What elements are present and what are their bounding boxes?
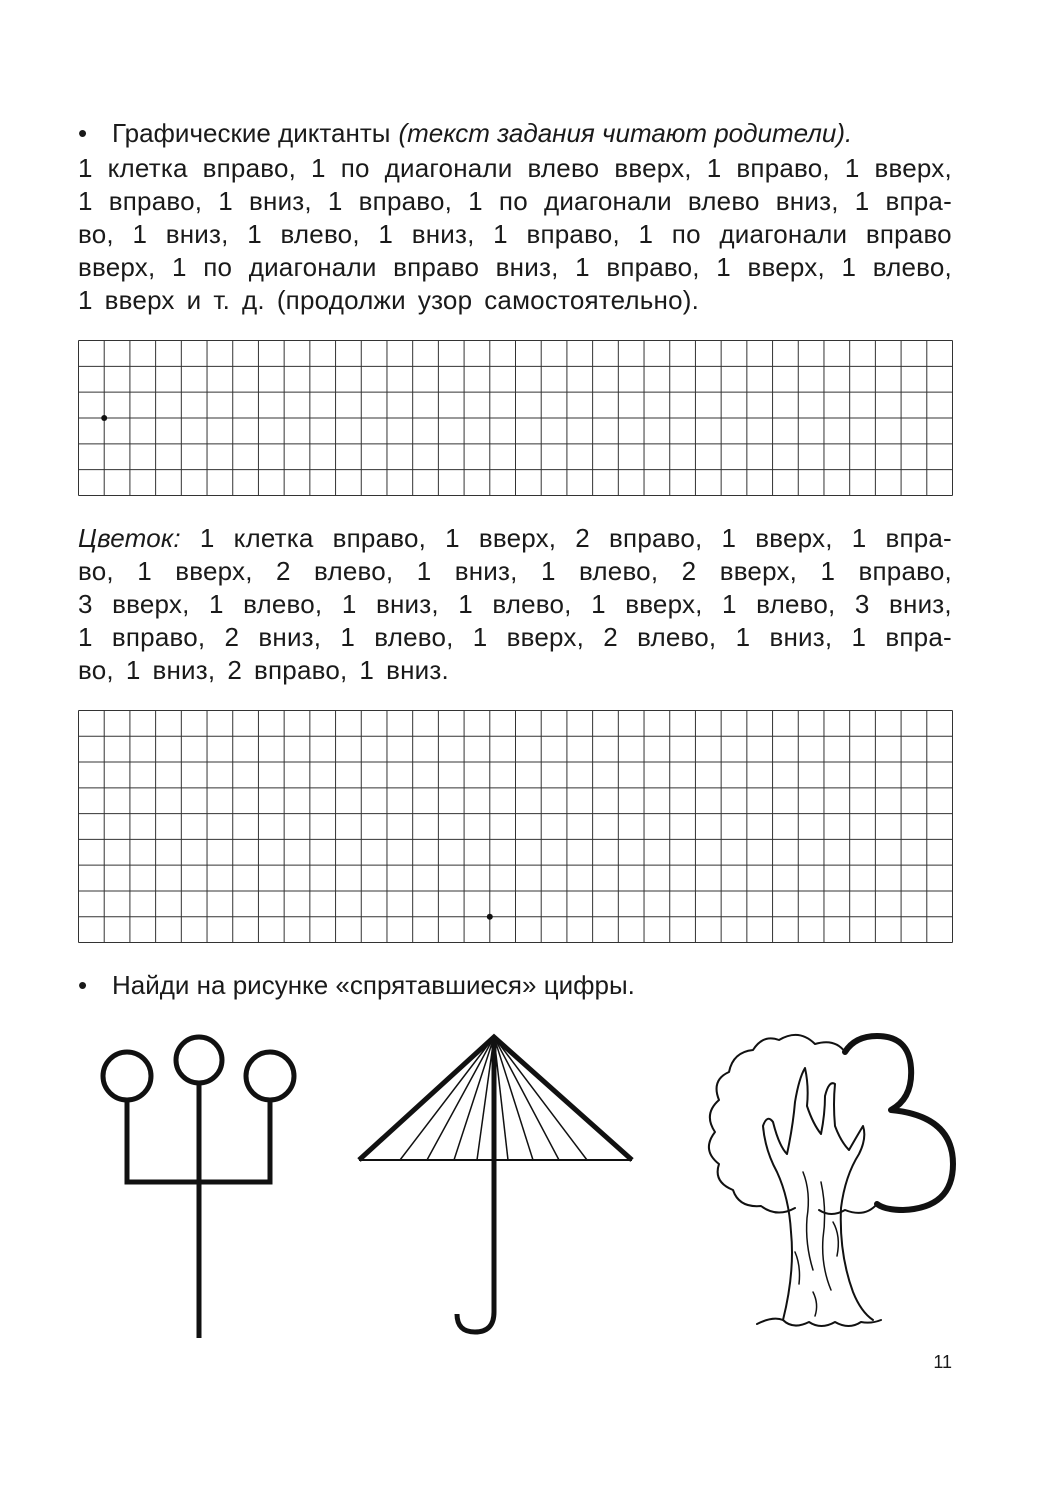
text-line <box>78 252 952 285</box>
word: 1 <box>472 622 488 652</box>
word: 2 <box>681 556 697 586</box>
word: во, <box>78 219 114 249</box>
word: вниз. <box>386 655 449 685</box>
word: 1 <box>340 622 356 652</box>
word: 1 <box>706 153 722 183</box>
word: 1 <box>468 186 483 216</box>
bullet-icon: • <box>78 118 88 148</box>
word: 2 <box>276 556 291 586</box>
word: 1 <box>458 589 473 619</box>
word: 1 <box>378 219 394 249</box>
word: и <box>186 285 202 315</box>
grid-2-svg <box>78 710 953 943</box>
text-line <box>78 219 952 252</box>
word: влево, <box>579 556 659 586</box>
word: вправо, <box>736 153 830 183</box>
word: узор <box>417 285 473 315</box>
bullet-icon: • <box>78 970 88 1000</box>
word: диагонали <box>543 186 672 216</box>
word: т. <box>213 285 231 315</box>
word: вверх, <box>719 556 798 586</box>
word: вниз, <box>454 556 518 586</box>
word: по <box>671 219 701 249</box>
word: вправо, <box>108 186 203 216</box>
word: 2 <box>224 622 240 652</box>
word: диагонали <box>384 153 513 183</box>
word: 1 <box>359 655 375 685</box>
word: вниз, <box>375 589 439 619</box>
word: д. <box>242 285 265 315</box>
word: впра- <box>885 186 952 216</box>
page-number: 11 <box>933 1352 952 1372</box>
word: 1 <box>591 589 606 619</box>
text-line <box>78 186 952 219</box>
word: (продолжи <box>276 285 406 315</box>
word: вправо <box>865 219 952 249</box>
word: диагонали <box>248 252 377 282</box>
word: 1 <box>341 589 357 619</box>
text-line <box>78 589 952 622</box>
word: влево, <box>243 589 323 619</box>
word: вниз, <box>889 589 952 619</box>
word: 1 <box>137 556 152 586</box>
start-point-dot <box>487 914 493 920</box>
word: вниз, <box>165 219 229 249</box>
word: диагонали <box>719 219 848 249</box>
word: по <box>498 186 528 216</box>
word: вправо, <box>358 186 453 216</box>
word: вверх, <box>755 523 833 553</box>
text-line <box>78 655 952 688</box>
word: вправо, <box>858 556 952 586</box>
grid-1-svg <box>78 340 953 496</box>
word: 1 <box>171 252 187 282</box>
word: влево, <box>637 622 717 652</box>
word: 1 <box>844 153 860 183</box>
word: клетка <box>233 523 314 553</box>
flower-label: Цветок: <box>78 523 181 553</box>
word: вверх, <box>614 153 692 183</box>
task2-heading <box>78 970 635 1001</box>
tree-figure <box>695 1022 960 1347</box>
dictation-grid-1 <box>78 340 953 496</box>
word: влево, <box>280 219 360 249</box>
word: вправо, <box>606 252 700 282</box>
text-line <box>78 622 952 655</box>
word: по <box>340 153 370 183</box>
word: 1 <box>820 556 836 586</box>
word: вниз, <box>769 622 833 652</box>
word: 1 <box>78 285 93 315</box>
word: 3 <box>854 589 870 619</box>
trident-figure <box>95 1030 305 1355</box>
word: вниз, <box>775 186 839 216</box>
word: влево, <box>492 589 572 619</box>
word: вверх, <box>625 589 703 619</box>
word: 2 <box>227 655 242 685</box>
word: 1 <box>78 186 93 216</box>
text-line <box>78 285 952 318</box>
text-line <box>78 523 952 556</box>
word: вправо, <box>111 622 206 652</box>
word: вверх, <box>747 252 825 282</box>
word: 1 <box>78 153 93 183</box>
word: вправо, <box>254 655 348 685</box>
task1-instructions <box>78 153 952 318</box>
word: 1 <box>735 622 751 652</box>
word: впра- <box>885 523 952 553</box>
word: вверх, <box>175 556 253 586</box>
word: вверх, <box>478 523 557 553</box>
word: 2 <box>575 523 590 553</box>
word: вверх, <box>874 153 952 183</box>
word: 2 <box>603 622 618 652</box>
task1-heading <box>78 118 852 149</box>
word: вверх, <box>78 252 156 282</box>
word: 1 <box>841 252 857 282</box>
word: 1 <box>638 219 654 249</box>
word: по <box>203 252 233 282</box>
word: вниз, <box>411 219 475 249</box>
word: 1 <box>132 219 148 249</box>
flower-instructions <box>78 523 952 688</box>
word: 1 <box>493 219 508 249</box>
word: 1 <box>247 219 262 249</box>
word: 3 <box>78 589 93 619</box>
task1-note: (текст задания читают родители). <box>398 118 853 148</box>
word: вправо, <box>609 523 703 553</box>
word: влево <box>687 186 760 216</box>
text-line <box>78 556 952 589</box>
word: 1 <box>445 523 460 553</box>
word: вниз, <box>152 655 216 685</box>
word: самостоятельно). <box>484 285 700 315</box>
word: влево <box>527 153 600 183</box>
task1-title: Графические диктанты <box>112 118 391 148</box>
word: 1 <box>416 556 432 586</box>
word: влево, <box>314 556 394 586</box>
word: 1 <box>540 556 556 586</box>
umbrella-figure <box>355 1030 640 1345</box>
word: 1 <box>851 622 867 652</box>
word: во, <box>78 655 114 685</box>
word: вверх, <box>112 589 190 619</box>
start-point-dot <box>101 415 107 421</box>
word: впра- <box>885 622 952 652</box>
word: клетка <box>107 153 188 183</box>
word: 1 <box>218 186 233 216</box>
word: вверх <box>104 285 175 315</box>
text-line <box>78 153 952 186</box>
word: 1 <box>208 589 224 619</box>
word: 1 <box>327 186 343 216</box>
word: 1 <box>311 153 326 183</box>
word: 1 <box>78 622 93 652</box>
word: 1 <box>575 252 590 282</box>
word: 1 <box>854 186 870 216</box>
word: вправо <box>393 252 480 282</box>
word: во, <box>78 556 114 586</box>
word: вправо, <box>202 153 297 183</box>
word: влево, <box>872 252 952 282</box>
word: 1 <box>716 252 731 282</box>
word: вправо, <box>526 219 620 249</box>
word: влево, <box>374 622 454 652</box>
task2-title: Найди на рисунке «спрятавшиеся» цифры. <box>112 970 635 1000</box>
word: вниз, <box>258 622 322 652</box>
word: вверх, <box>506 622 585 652</box>
word: влево, <box>756 589 836 619</box>
word: 1 <box>722 589 737 619</box>
word: 1 <box>199 523 215 553</box>
word: 1 <box>721 523 737 553</box>
word: 1 <box>851 523 867 553</box>
word: 1 <box>125 655 141 685</box>
dictation-grid-2 <box>78 710 953 943</box>
word: вниз, <box>249 186 312 216</box>
word: вниз, <box>495 252 559 282</box>
word: вправо, <box>332 523 427 553</box>
